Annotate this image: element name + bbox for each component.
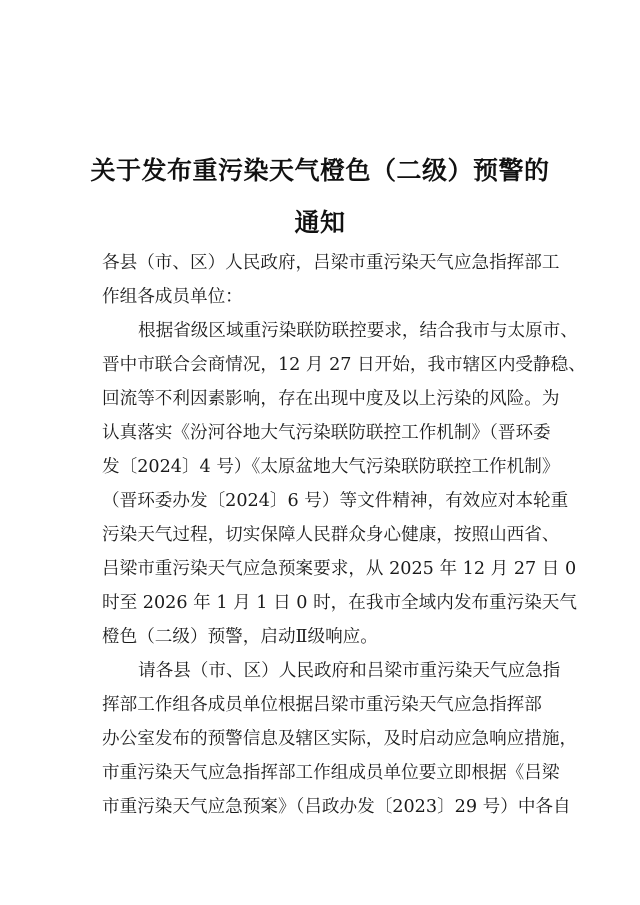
paragraph-2-line: 市重污染天气应急预案》（吕政办发〔2023〕29 号）中各自 [102,797,571,817]
paragraph-2-line: 挥部工作组各成员单位根据吕梁市重污染天气应急指挥部 [102,695,542,715]
paragraph-1-line: 晋中市联合会商情况，12 月 27 日开始，我市辖区内受静稳、 [102,355,586,375]
paragraph-1-line: 回流等不利因素影响，存在出现中度及以上污染的风险。为 [102,389,560,409]
paragraph-1-line: 根据省级区域重污染联防联控要求，结合我市与太原市、 [138,321,578,341]
paragraph-1-line: 发〔2024〕4 号）《太原盆地大气污染联防联控工作机制》 [102,457,560,477]
paragraph-1-line: 吕梁市重污染天气应急预案要求，从 2025 年 12 月 27 日 0 [102,559,577,579]
salutation-line: 各县（市、区）人民政府，吕梁市重污染天气应急指挥部工 [102,253,560,273]
salutation-line: 作组各成员单位： [102,287,243,307]
paragraph-1-line: （晋环委办发〔2024〕6 号）等文件精神，有效应对本轮重 [102,491,569,511]
document-title-line-1: 关于发布重污染天气橙色（二级）预警的 [90,156,550,185]
paragraph-2-line: 市重污染天气应急指挥部工作组成员单位要立即根据《吕梁 [102,763,560,783]
document-title-line-2: 通知 [294,208,346,237]
paragraph-2-line: 请各县（市、区）人民政府和吕梁市重污染天气应急指 [138,661,561,681]
paragraph-2-line: 办公室发布的预警信息及辖区实际，及时启动应急响应措施， [102,729,578,749]
paragraph-1-line: 时至 2026 年 1 月 1 日 0 时，在我市全域内发布重污染天气 [102,593,577,613]
paragraph-1-line: 污染天气过程，切实保障人民群众身心健康，按照山西省、 [102,525,560,545]
paragraph-1-line: 认真落实《汾河谷地大气污染联防联控工作机制》（晋环委 [102,423,551,443]
paragraph-1-line: 橙色（二级）预警，启动Ⅱ级响应。 [102,627,378,647]
